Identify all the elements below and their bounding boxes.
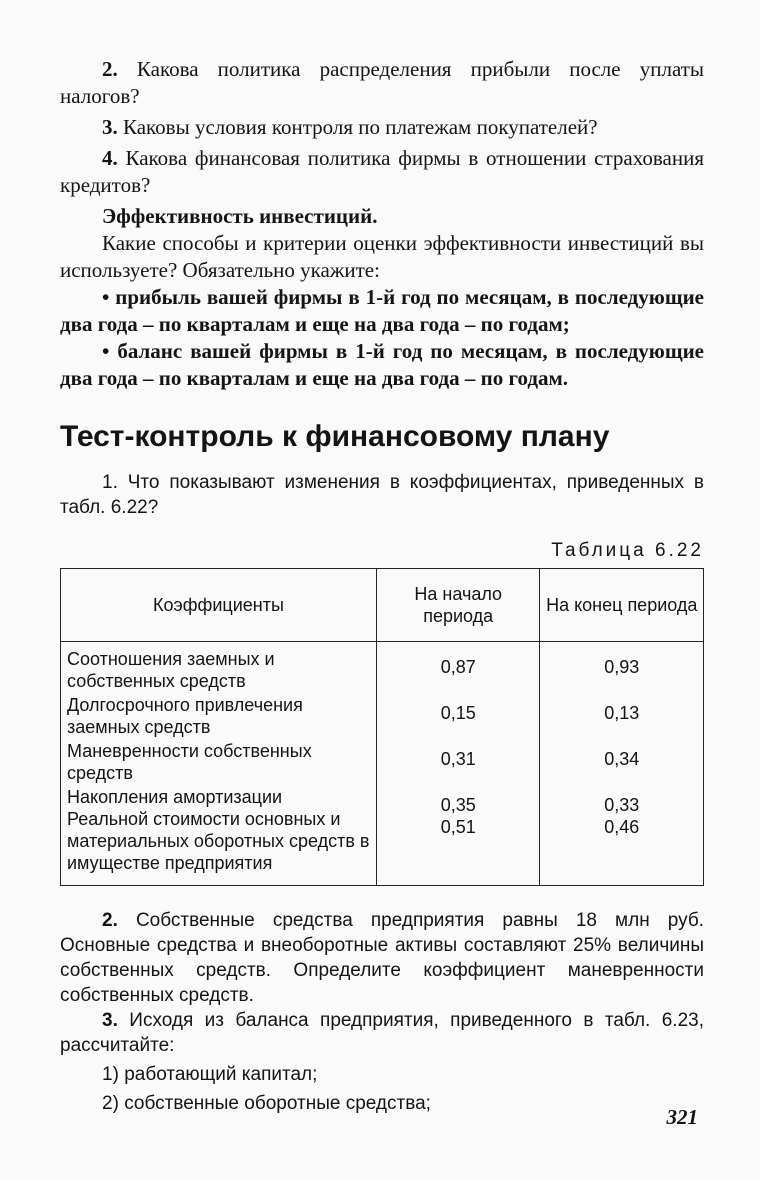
- page-content: [60, 56, 704, 1116]
- table-row: Маневренности собственных средств: [67, 741, 312, 783]
- value-end: 0,33: [604, 795, 640, 815]
- spacer: [60, 886, 704, 908]
- list-text: работающий капитал;: [124, 1064, 318, 1085]
- question-3: [60, 114, 704, 141]
- header-start-period: На начало периода: [376, 569, 540, 642]
- section-title: Тест-контроль к финансовому плану: [60, 420, 610, 453]
- table-body-row: [61, 642, 704, 886]
- question-number: 3.: [102, 1010, 118, 1031]
- test-question-2: [60, 908, 704, 1008]
- end-values-cell: [540, 642, 704, 886]
- value-start: 0,87: [440, 657, 476, 677]
- value-end: 0,93: [604, 657, 640, 677]
- header-end-period: На конец периода: [540, 569, 704, 642]
- bullet-balance: • баланс вашей фирмы в 1-й год по месяцам, в последующие два года – по кварталам и еще на два года – по годам.: [60, 339, 704, 390]
- table-row: Соотношения заемных и собственных средств: [67, 649, 275, 691]
- table-row: Накопления амортизации: [67, 787, 283, 807]
- value-start: 0,15: [440, 703, 476, 723]
- coefficients-table: [60, 568, 704, 886]
- table-row: Реальной стоимости основных и материальных оборотных средств в имуществе предприятия: [67, 809, 370, 873]
- list-item: [60, 1091, 704, 1116]
- investment-intro: Какие способы и критерии оценки эффективности инвестиций вы используете? Обязательно укажите:: [60, 231, 704, 282]
- question-text: Собственные средства предприятия равны 18 млн руб. Основные средства и внеоборотные активы составляют 25% величины собственных средств. Определите коэффициент маневренности собственных средств.: [60, 910, 704, 1006]
- test-question-1: [60, 470, 704, 520]
- question-4: [60, 145, 704, 199]
- question-text: Какова политика распределения прибыли после уплаты налогов?: [60, 57, 705, 108]
- value-end: 0,46: [604, 817, 640, 837]
- start-values-cell: [376, 642, 540, 886]
- question-number: 3.: [102, 115, 118, 139]
- question-text: Какова финансовая политика фирмы в отношении страхования кредитов?: [60, 146, 705, 197]
- question-number: 1.: [102, 472, 118, 493]
- spacer: [60, 392, 704, 418]
- list-item: [60, 1062, 704, 1087]
- question-number: 2.: [102, 57, 118, 81]
- list-number: 2): [102, 1093, 119, 1114]
- list-text: собственные оборотные средства;: [124, 1093, 431, 1114]
- value-end: 0,13: [604, 703, 640, 723]
- value-start: 0,51: [440, 817, 476, 837]
- table-caption: Таблица 6.22: [551, 540, 704, 561]
- coefficient-names-cell: [61, 642, 377, 886]
- value-end: 0,34: [604, 749, 640, 769]
- question-2: [60, 56, 704, 110]
- question-number: 4.: [102, 146, 118, 170]
- question-text: Что показывают изменения в коэффициентах, приведенных в табл. 6.22?: [60, 472, 705, 518]
- spacer: [60, 456, 704, 470]
- value-start: 0,31: [440, 749, 476, 769]
- question-text: Исходя из баланса предприятия, приведенного в табл. 6.23, рассчитайте:: [60, 1010, 704, 1056]
- header-coefficients: Коэффициенты: [61, 569, 377, 642]
- question-text: Каковы условия контроля по платежам покупателей?: [123, 115, 598, 139]
- list-number: 1): [102, 1064, 119, 1085]
- table-row: Долгосрочного привлечения заемных средств: [67, 695, 303, 737]
- bullet-profit: • прибыль вашей фирмы в 1-й год по месяцам, в последующие два года – по кварталам и еще на два года – по годам;: [60, 285, 704, 336]
- question-number: 2.: [102, 910, 118, 931]
- investment-heading: Эффективность инвестиций.: [102, 204, 378, 228]
- page-number: 321: [666, 1105, 698, 1129]
- test-question-3: [60, 1008, 704, 1058]
- table-header-row: [61, 569, 704, 642]
- value-start: 0,35: [440, 795, 476, 815]
